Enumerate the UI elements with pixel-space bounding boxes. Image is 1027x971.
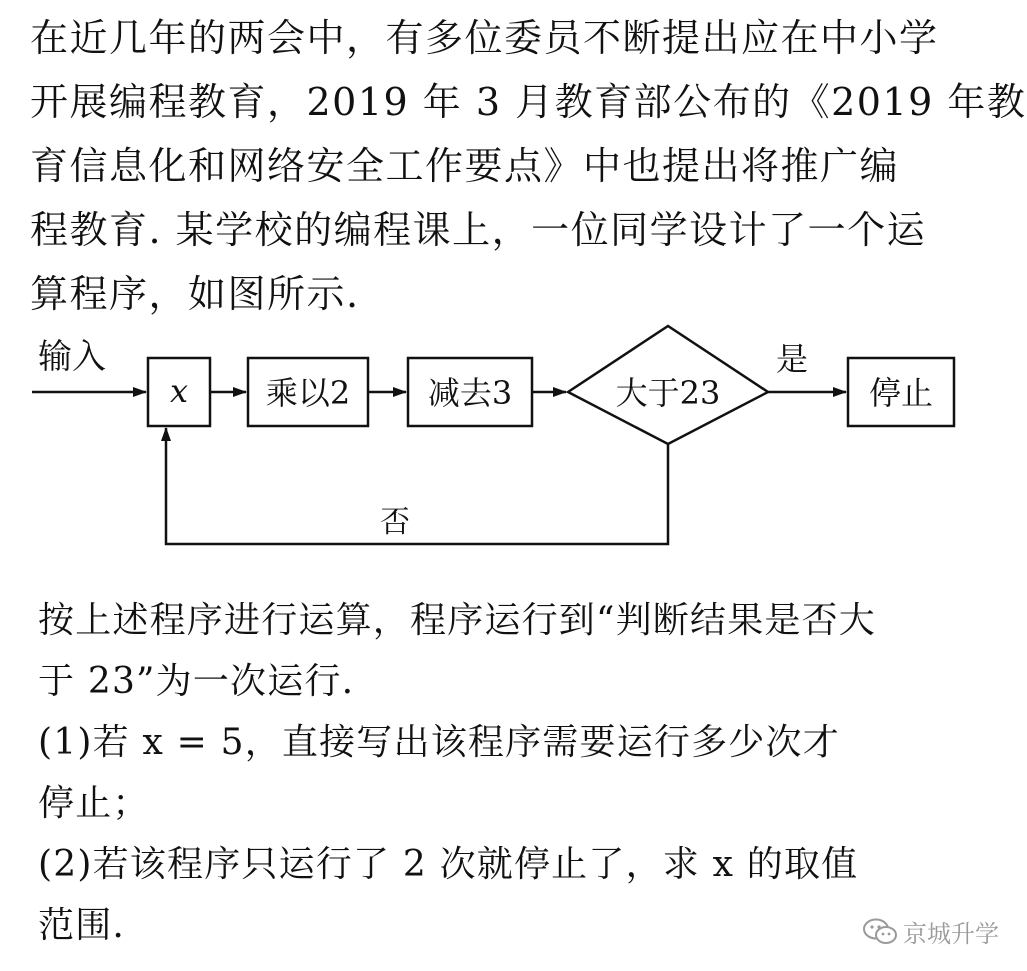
stop-box-label: 停止 [868, 374, 934, 412]
question-line: 于 23”为一次运行. [38, 661, 355, 702]
watermark-text: 京城升学 [903, 920, 999, 948]
question-paragraph [38, 590, 1008, 956]
question-line: (1)若 x = 5，直接写出该程序需要运行多少次才 [38, 722, 840, 763]
yes-label: 是 [776, 340, 809, 378]
no-label: 否 [380, 505, 410, 540]
intro-line: 算程序，如图所示. [30, 272, 360, 316]
intro-line: 在近几年的两会中，有多位委员不断提出应在中小学 [30, 16, 939, 60]
watermark [863, 914, 999, 949]
wechat-icon [863, 918, 897, 946]
x-box-label: x [169, 372, 189, 410]
subtract-box-label: 减去3 [427, 374, 513, 412]
question-line: (2)若该程序只运行了 2 次就停止了，求 x 的取值 [38, 844, 859, 885]
multiply-box-label: 乘以2 [265, 374, 351, 412]
question-line: 停止； [38, 783, 150, 824]
intro-paragraph [30, 6, 1027, 326]
decision-label: 大于23 [615, 374, 721, 412]
no-feedback-loop [166, 428, 668, 544]
flowchart [0, 320, 1027, 560]
intro-line: 程教育. 某学校的编程课上，一位同学设计了一个运 [30, 208, 927, 252]
question-line: 范围. [38, 905, 126, 946]
question-line: 按上述程序进行运算，程序运行到“判断结果是否大 [38, 600, 877, 641]
input-label: 输入 [38, 337, 106, 377]
intro-line: 育信息化和网络安全工作要点》中也提出将推广编 [30, 144, 900, 188]
intro-line: 开展编程教育，2019 年 3 月教育部公布的《2019 年教 [30, 80, 1027, 124]
